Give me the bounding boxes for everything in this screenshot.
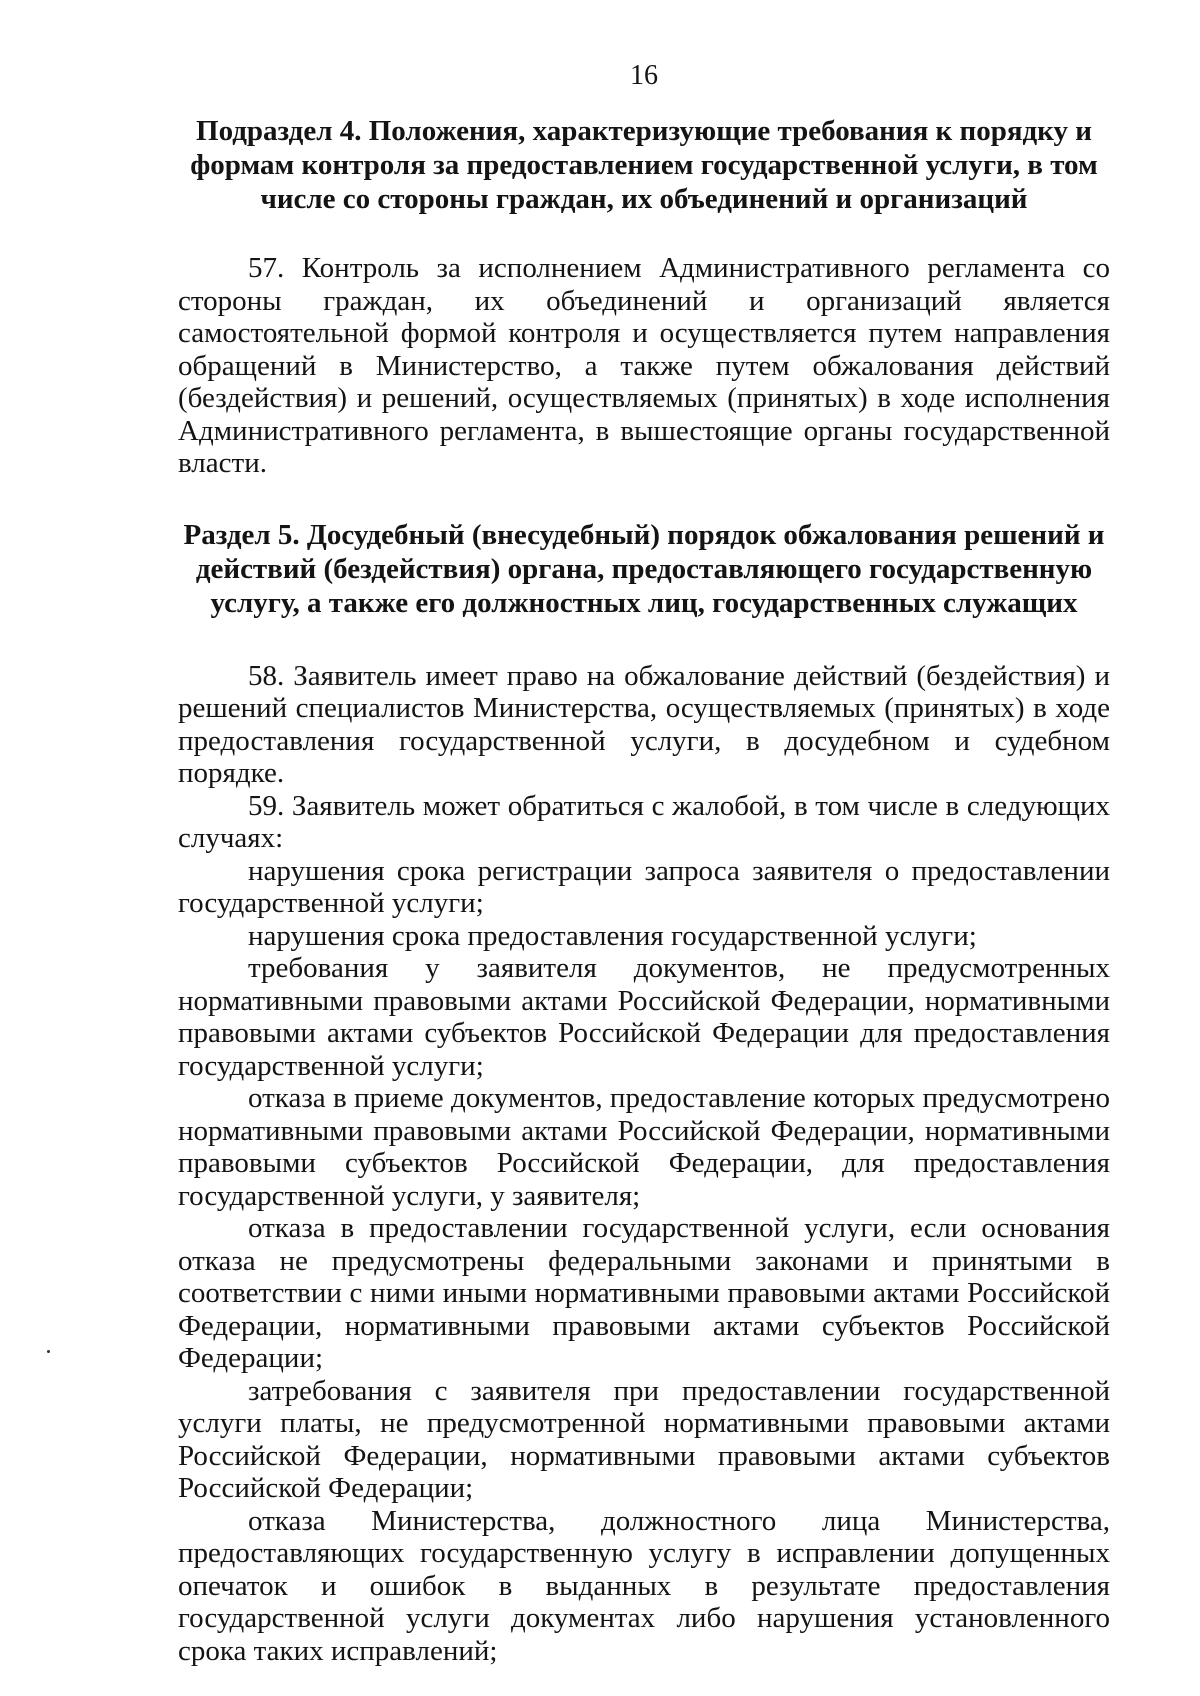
complaint-case-item: нарушения срока регистрации запроса заявителя о предоставлении государственной услуги; — [178, 854, 1110, 919]
complaint-cases-list — [178, 855, 1110, 1668]
section-5-heading: Раздел 5. Досудебный (внесудебный) порядок обжалования решений и действий (бездействия) органа, предоставляющего государственную услугу, а также его должностных лиц, государственных служащих — [183, 518, 1105, 619]
complaint-case-item: требования у заявителя документов, не предусмотренных нормативными правовыми актами Российской Федерации, нормативными правовыми актами субъектов Российской Федерации для предоставления государственной услуги; — [178, 952, 1110, 1082]
subsection-4-heading: Подраздел 4. Положения, характеризующие требования к порядку и формам контроля за предоставлением государственной услуги, в том числе со стороны граждан, их объединений и организаций — [190, 115, 1098, 215]
complaint-case-item: нарушения срока предоставления государственной услуги; — [248, 919, 977, 952]
paragraph-57: 57. Контроль за исполнением Административного регламента со стороны граждан, их объединений и организаций является самостоятельной формой контроля и осуществляется путем направления обращений в Министерство, а также путем обжалования действий (бездействия) и решений, осуществляемых (принятых) в ходе исполнения Административного регламента, в вышестоящие органы государственной власти. — [178, 252, 1110, 479]
paragraph-59: 59. Заявитель может обратиться с жалобой, в том числе в следующих случаях: — [178, 789, 1110, 854]
complaint-case-item: отказа в приеме документов, предоставление которых предусмотрено нормативными правовыми актами Российской Федерации, нормативными правовыми субъектов Российской Федерации, для предоставления государственной услуги, у заявителя; — [178, 1082, 1110, 1212]
scan-speck — [47, 1350, 50, 1353]
complaint-case-item: затребования с заявителя при предоставлении государственной услуги платы, не предусмотренной нормативными правовыми актами Российской Федерации, нормативными правовыми актами субъектов Российской Федерации; — [178, 1374, 1110, 1504]
paragraph-58: 58. Заявитель имеет право на обжалование действий (бездействия) и решений специалистов Министерства, осуществляемых (принятых) в ходе предоставления государственной услуги, в досудебном и судебном порядке. — [178, 659, 1110, 789]
complaint-case-item: отказа Министерства, должностного лица Министерства, предоставляющих государственную услугу в исправлении допущенных опечаток и ошибок в выданных в результате предоставления государственной услуги документах либо нарушения установленного срока таких исправлений; — [178, 1504, 1110, 1667]
page-number: 16 — [630, 60, 658, 91]
complaint-case-item: отказа в предоставлении государственной услуги, если основания отказа не предусмотрены федеральными законами и принятыми в соответствии с ними иными нормативными правовыми актами Российской Федерации, нормативными правовыми актами субъектов Российской Федерации; — [178, 1212, 1110, 1374]
document-page — [178, 60, 1110, 1667]
